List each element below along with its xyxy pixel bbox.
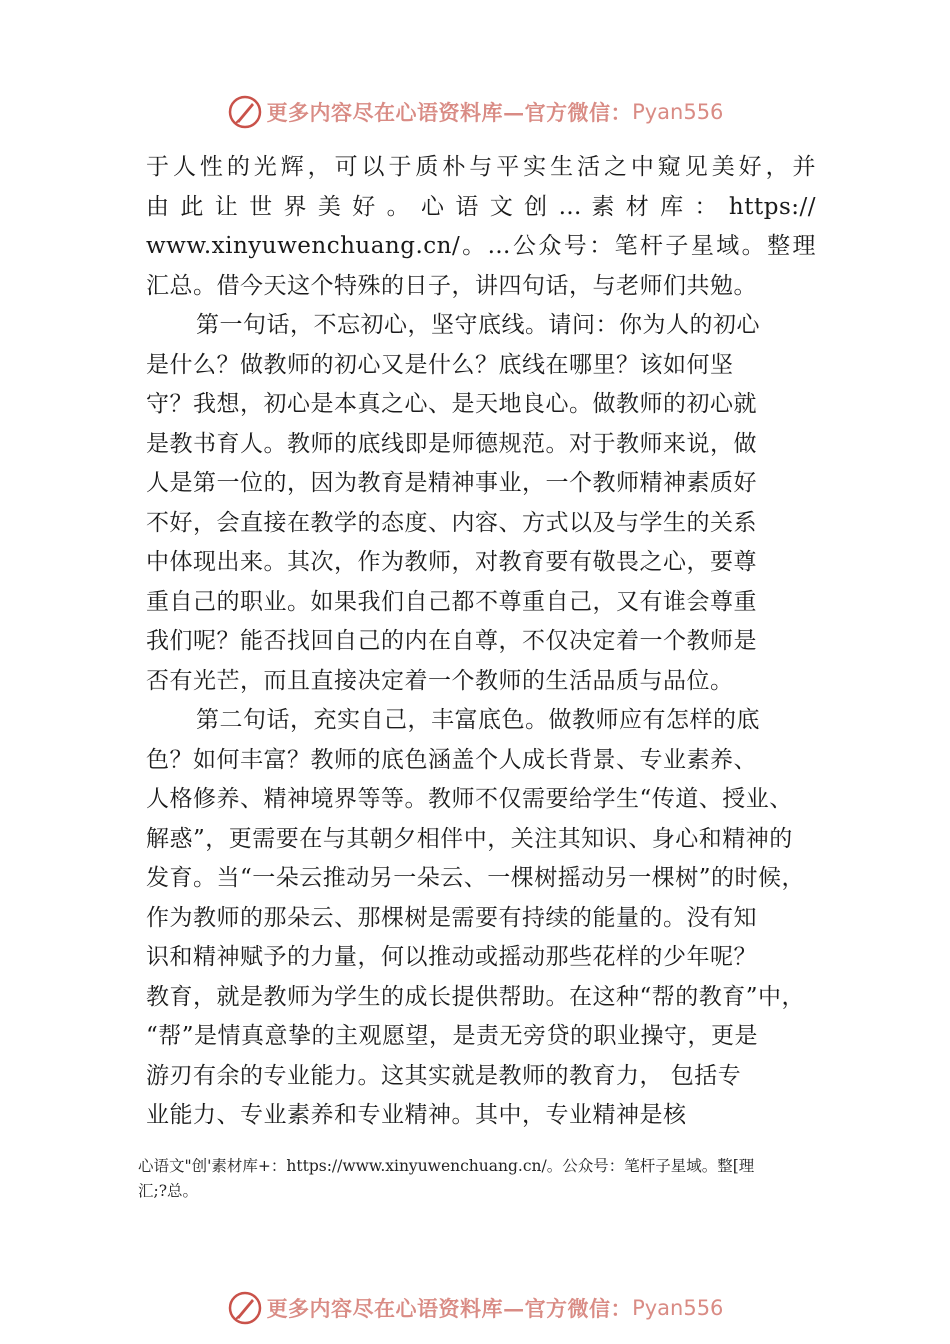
text-line: 人格修养、精神境界等等。教师不仅需要给学生“传道、授业、 xyxy=(146,786,793,812)
text-line: 重自己的职业。如果我们自己都不尊重自己，又有谁会尊重 xyxy=(146,588,757,615)
footer-banner xyxy=(0,1288,950,1328)
banner-title: 更多内容尽在心语资料库 xyxy=(266,100,504,125)
text-line: www.xinyuwenchuang.cn/。…公众号：笔杆子星域。整理 xyxy=(146,233,816,259)
text-line: 中体现出来。其次，作为教师，对教育要有敬畏之心，要尊 xyxy=(146,549,757,575)
quill-logo-icon xyxy=(227,94,263,130)
text-line: 解惑”，更需要在与其朝夕相伴中，关注其知识、身心和精神的 xyxy=(146,825,793,852)
text-line: 是什么？做教师的初心又是什么？底线在哪里？该如何坚 xyxy=(146,351,734,378)
text-line: 由 此 让 世 界 美 好 。 心 语 文 创 … 素 材 库 ： https:// xyxy=(146,193,816,220)
text-line: “帮”是情真意挚的主观愿望，是责无旁贷的职业操守，更是 xyxy=(146,1023,759,1049)
text-line: 教育，就是教师为学生的成长提供帮助。在这种“帮的教育”中， xyxy=(146,983,806,1010)
text-line: 人是第一位的，因为教育是精神事业，一个教师精神素质好 xyxy=(146,470,757,496)
text-line: 是教书育人。教师的底线即是师德规范。对于教师来说，做 xyxy=(146,430,757,457)
footer-line: 心语文"创'素材库+：https://www.xinyuwenchuang.cn/。公众号：笔杆子星域。整[理 xyxy=(138,1157,755,1175)
text-line: 第一句话，不忘初心，坚守底线。请问：你为人的初心 xyxy=(196,312,760,338)
banner-wechat-id: Pyan556 xyxy=(632,1296,724,1320)
footer-line: 汇;?总。 xyxy=(138,1182,199,1200)
text-line: 业能力、专业素养和专业精神。其中，专业精神是核 xyxy=(146,1102,687,1128)
text-line: 色？如何丰富？教师的底色涵盖个人成长背景、专业素养、 xyxy=(146,746,757,773)
header-banner xyxy=(0,92,950,132)
document-body xyxy=(146,148,816,1136)
text-line: 汇总。借今天这个特殊的日子，讲四句话，与老师们共勉。 xyxy=(146,272,757,299)
text-line: 识和精神赋予的力量，何以推动或摇动那些花样的少年呢？ xyxy=(146,944,757,970)
banner-wechat-id: Pyan556 xyxy=(632,100,724,124)
text-line: 第二句话，充实自己，丰富底色。做教师应有怎样的底 xyxy=(196,707,760,733)
text-line: 作为教师的那朵云、那棵树是需要有持续的能量的。没有知 xyxy=(146,904,757,931)
text-line: 不好，会直接在教学的态度、内容、方式以及与学生的关系 xyxy=(146,509,757,536)
text-line: 我们呢？能否找回自己的内在自尊，不仅决定着一个教师是 xyxy=(146,628,757,654)
banner-title: 更多内容尽在心语资料库 xyxy=(266,1296,504,1321)
text-line: 守？我想，初心是本真之心、是天地良心。做教师的初心就 xyxy=(146,391,757,417)
text-line: 发育。当“一朵云推动另一朵云、一棵树摇动另一棵树”的时候， xyxy=(146,865,806,891)
quill-logo-icon xyxy=(227,1290,263,1326)
banner-wechat-label: 官方微信： xyxy=(524,1296,633,1321)
banner-wechat-label: 官方微信： xyxy=(524,100,633,125)
banner-dash: — xyxy=(503,99,525,125)
page-footer xyxy=(138,1154,818,1204)
text-line: 于人性的光辉，可以于质朴与平实生活之中窥见美好，并 xyxy=(146,154,816,180)
text-line: 否有光芒，而且直接决定着一个教师的生活品质与品位。 xyxy=(146,667,734,694)
banner-dash: — xyxy=(503,1295,525,1321)
text-line: 游刃有余的专业能力。这其实就是教师的教育力， 包括专 xyxy=(146,1062,742,1089)
